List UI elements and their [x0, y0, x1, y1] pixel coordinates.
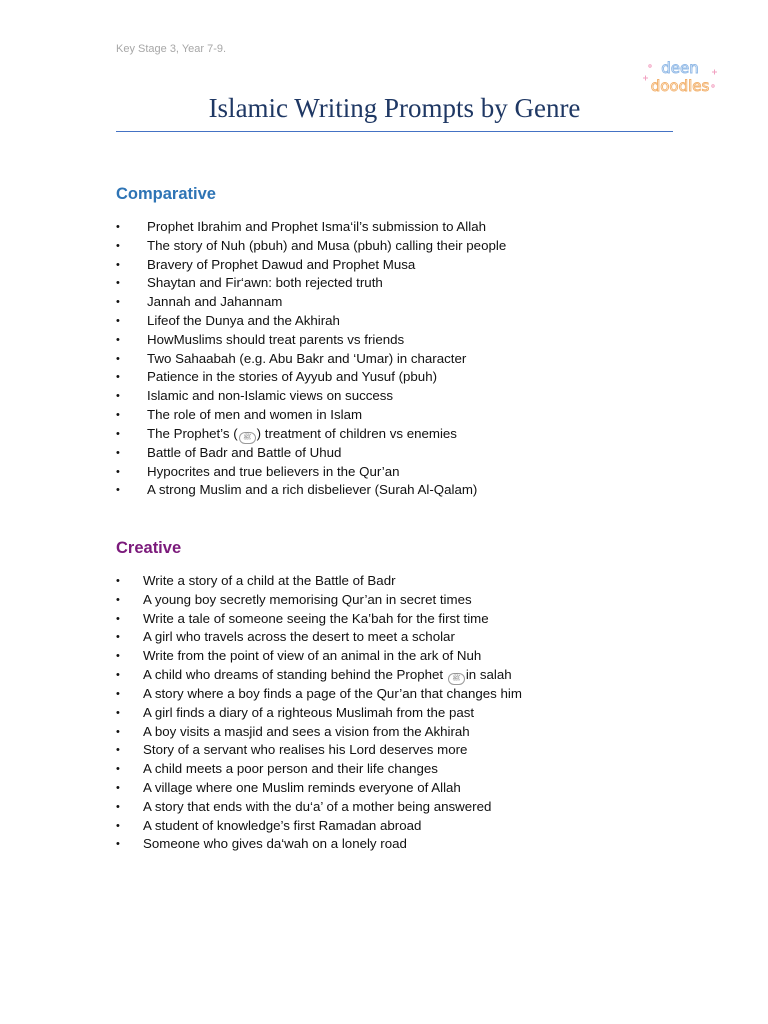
creative-section: [116, 539, 676, 854]
bullet-icon: •: [116, 744, 120, 757]
pbuh-honorific-icon: ﷺ: [448, 673, 465, 685]
logo-text-top: deen: [661, 59, 699, 77]
list-item-text: A strong Muslim and a rich disbeliever (Surah Al-Qalam): [147, 482, 478, 498]
list-item-text: The Prophet’s (: [147, 425, 238, 441]
comparative-list-item: [116, 387, 676, 406]
list-item-text: A girl who travels across the desert to meet a scholar: [143, 629, 455, 645]
bullet-icon: •: [116, 593, 120, 606]
deen-doodles-logo: [640, 58, 720, 96]
creative-list-item: [116, 779, 676, 798]
comparative-list-item: [116, 218, 676, 237]
bullet-icon: •: [116, 221, 120, 233]
list-item-text: in salah: [465, 666, 512, 682]
list-item-text: A young boy secretly memorising Qur’an in secret times: [143, 591, 472, 607]
list-item-text: The story of Nuh (pbuh) and Musa (pbuh) calling their people: [147, 237, 507, 253]
comparative-list-item: [116, 293, 676, 312]
list-item-text: A girl finds a diary of a righteous Muslimah from the past: [143, 704, 475, 720]
comparative-list-item: [116, 368, 676, 387]
list-item-text: A story where a boy finds a page of the Qur’an that changes him: [143, 685, 522, 701]
bullet-icon: •: [116, 838, 120, 851]
bullet-icon: •: [116, 258, 120, 271]
creative-list: [116, 572, 676, 854]
comparative-list-item: [116, 463, 676, 482]
bullet-icon: •: [116, 408, 120, 421]
comparative-list-item: [116, 331, 676, 350]
bullet-icon: •: [116, 763, 120, 776]
comparative-list-item: [116, 425, 676, 444]
list-item-text: Story of a servant who realises his Lord deserves more: [143, 742, 468, 758]
list-item-text: Jannah and Jahannam: [147, 294, 283, 310]
list-item-text: Write a story of a child at the Battle of Badr: [143, 573, 396, 588]
creative-list-item: [116, 647, 676, 666]
creative-list-item: [116, 798, 676, 817]
bullet-icon: •: [116, 687, 120, 700]
list-item-text: Patience in the stories of Ayyub and Yusuf (pbuh): [147, 369, 438, 385]
comparative-list-item: [116, 444, 676, 463]
title-divider: [116, 131, 673, 132]
bullet-icon: •: [116, 612, 120, 625]
bullet-icon: •: [116, 465, 120, 478]
comparative-list: [116, 218, 676, 500]
bullet-icon: •: [116, 314, 120, 327]
bullet-icon: •: [116, 800, 120, 813]
creative-list-item: [116, 572, 676, 591]
bullet-icon: •: [116, 725, 120, 738]
bullet-icon: •: [116, 650, 120, 663]
list-item-text: Hypocrites and true believers in the Qur’an: [147, 463, 400, 479]
list-item-text: Islamic and non-Islamic views on success: [147, 388, 394, 404]
list-item-text: A student of knowledge’s first Ramadan abroad: [143, 817, 422, 833]
list-item-text: Battle of Badr and Battle of Uhud: [147, 444, 342, 460]
list-item-text: ) treatment of children vs enemies: [256, 425, 457, 441]
list-item-text: A child meets a poor person and their life changes: [143, 761, 438, 777]
bullet-icon: •: [116, 352, 120, 365]
creative-list-item: [116, 666, 676, 685]
page-title: Islamic Writing Prompts by Genre: [208, 93, 581, 123]
list-item-text: Shaytan and Fir‘awn: both rejected truth: [147, 275, 383, 291]
creative-list-item: [116, 835, 676, 854]
comparative-list-item: [116, 481, 676, 500]
list-item-text: Lifeof the Dunya and the Akhirah: [147, 312, 340, 328]
list-item-text: A story that ends with the du‘a’ of a mother being answered: [143, 798, 492, 814]
creative-list-item: [116, 704, 676, 723]
comparative-list-item: [116, 237, 676, 256]
list-item-text: Write a tale of someone seeing the Ka‛bah for the first time: [143, 610, 489, 626]
comparative-list-item: [116, 350, 676, 369]
list-item-text: Prophet Ibrahim and Prophet Isma‘il’s submission to Allah: [147, 219, 486, 234]
comparative-list-item: [116, 256, 676, 275]
creative-list-item: [116, 610, 676, 629]
bullet-icon: •: [116, 390, 120, 403]
list-item-text: A boy visits a masjid and sees a vision from the Akhirah: [143, 723, 470, 739]
bullet-icon: •: [116, 427, 120, 440]
creative-list-item: [116, 591, 676, 610]
bullet-icon: •: [116, 575, 120, 587]
creative-list-item: [116, 685, 676, 704]
comparative-list-item: [116, 406, 676, 425]
logo-text-bottom: doodles: [650, 77, 710, 95]
bullet-icon: •: [116, 277, 120, 290]
bullet-icon: •: [116, 296, 120, 309]
creative-list-item: [116, 741, 676, 760]
bullet-icon: •: [116, 631, 120, 644]
pbuh-honorific-icon: ﷺ: [239, 432, 256, 444]
bullet-icon: •: [116, 819, 120, 832]
document-kicker: Key Stage 3, Year 7-9.: [116, 43, 227, 55]
bullet-icon: •: [116, 446, 120, 459]
bullet-icon: •: [116, 484, 120, 497]
comparative-section: [116, 185, 676, 500]
list-item-text: Two Sahaabah (e.g. Abu Bakr and ‘Umar) in character: [147, 350, 467, 366]
list-item-text: HowMuslims should treat parents vs friends: [147, 331, 405, 347]
creative-list-item: [116, 760, 676, 779]
comparative-list-item: [116, 312, 676, 331]
comparative-list-item: [116, 274, 676, 293]
list-item-text: Bravery of Prophet Dawud and Prophet Musa: [147, 256, 416, 272]
creative-list-item: [116, 628, 676, 647]
list-item-text: Write from the point of view of an animal in the ark of Nuh: [143, 648, 482, 664]
comparative-heading: Comparative: [116, 185, 216, 203]
list-item-text: The role of men and women in Islam: [147, 406, 363, 422]
creative-list-item: [116, 723, 676, 742]
creative-heading: Creative: [116, 539, 182, 557]
list-item-text: Someone who gives da‘wah on a lonely road: [143, 836, 407, 852]
bullet-icon: •: [116, 706, 120, 719]
bullet-icon: •: [116, 668, 120, 681]
list-item-text: A child who dreams of standing behind the Prophet: [143, 666, 447, 682]
bullet-icon: •: [116, 239, 120, 252]
list-item-text: A village where one Muslim reminds everyone of Allah: [143, 779, 461, 795]
creative-list-item: [116, 817, 676, 836]
bullet-icon: •: [116, 333, 120, 346]
bullet-icon: •: [116, 781, 120, 794]
bullet-icon: •: [116, 371, 120, 384]
